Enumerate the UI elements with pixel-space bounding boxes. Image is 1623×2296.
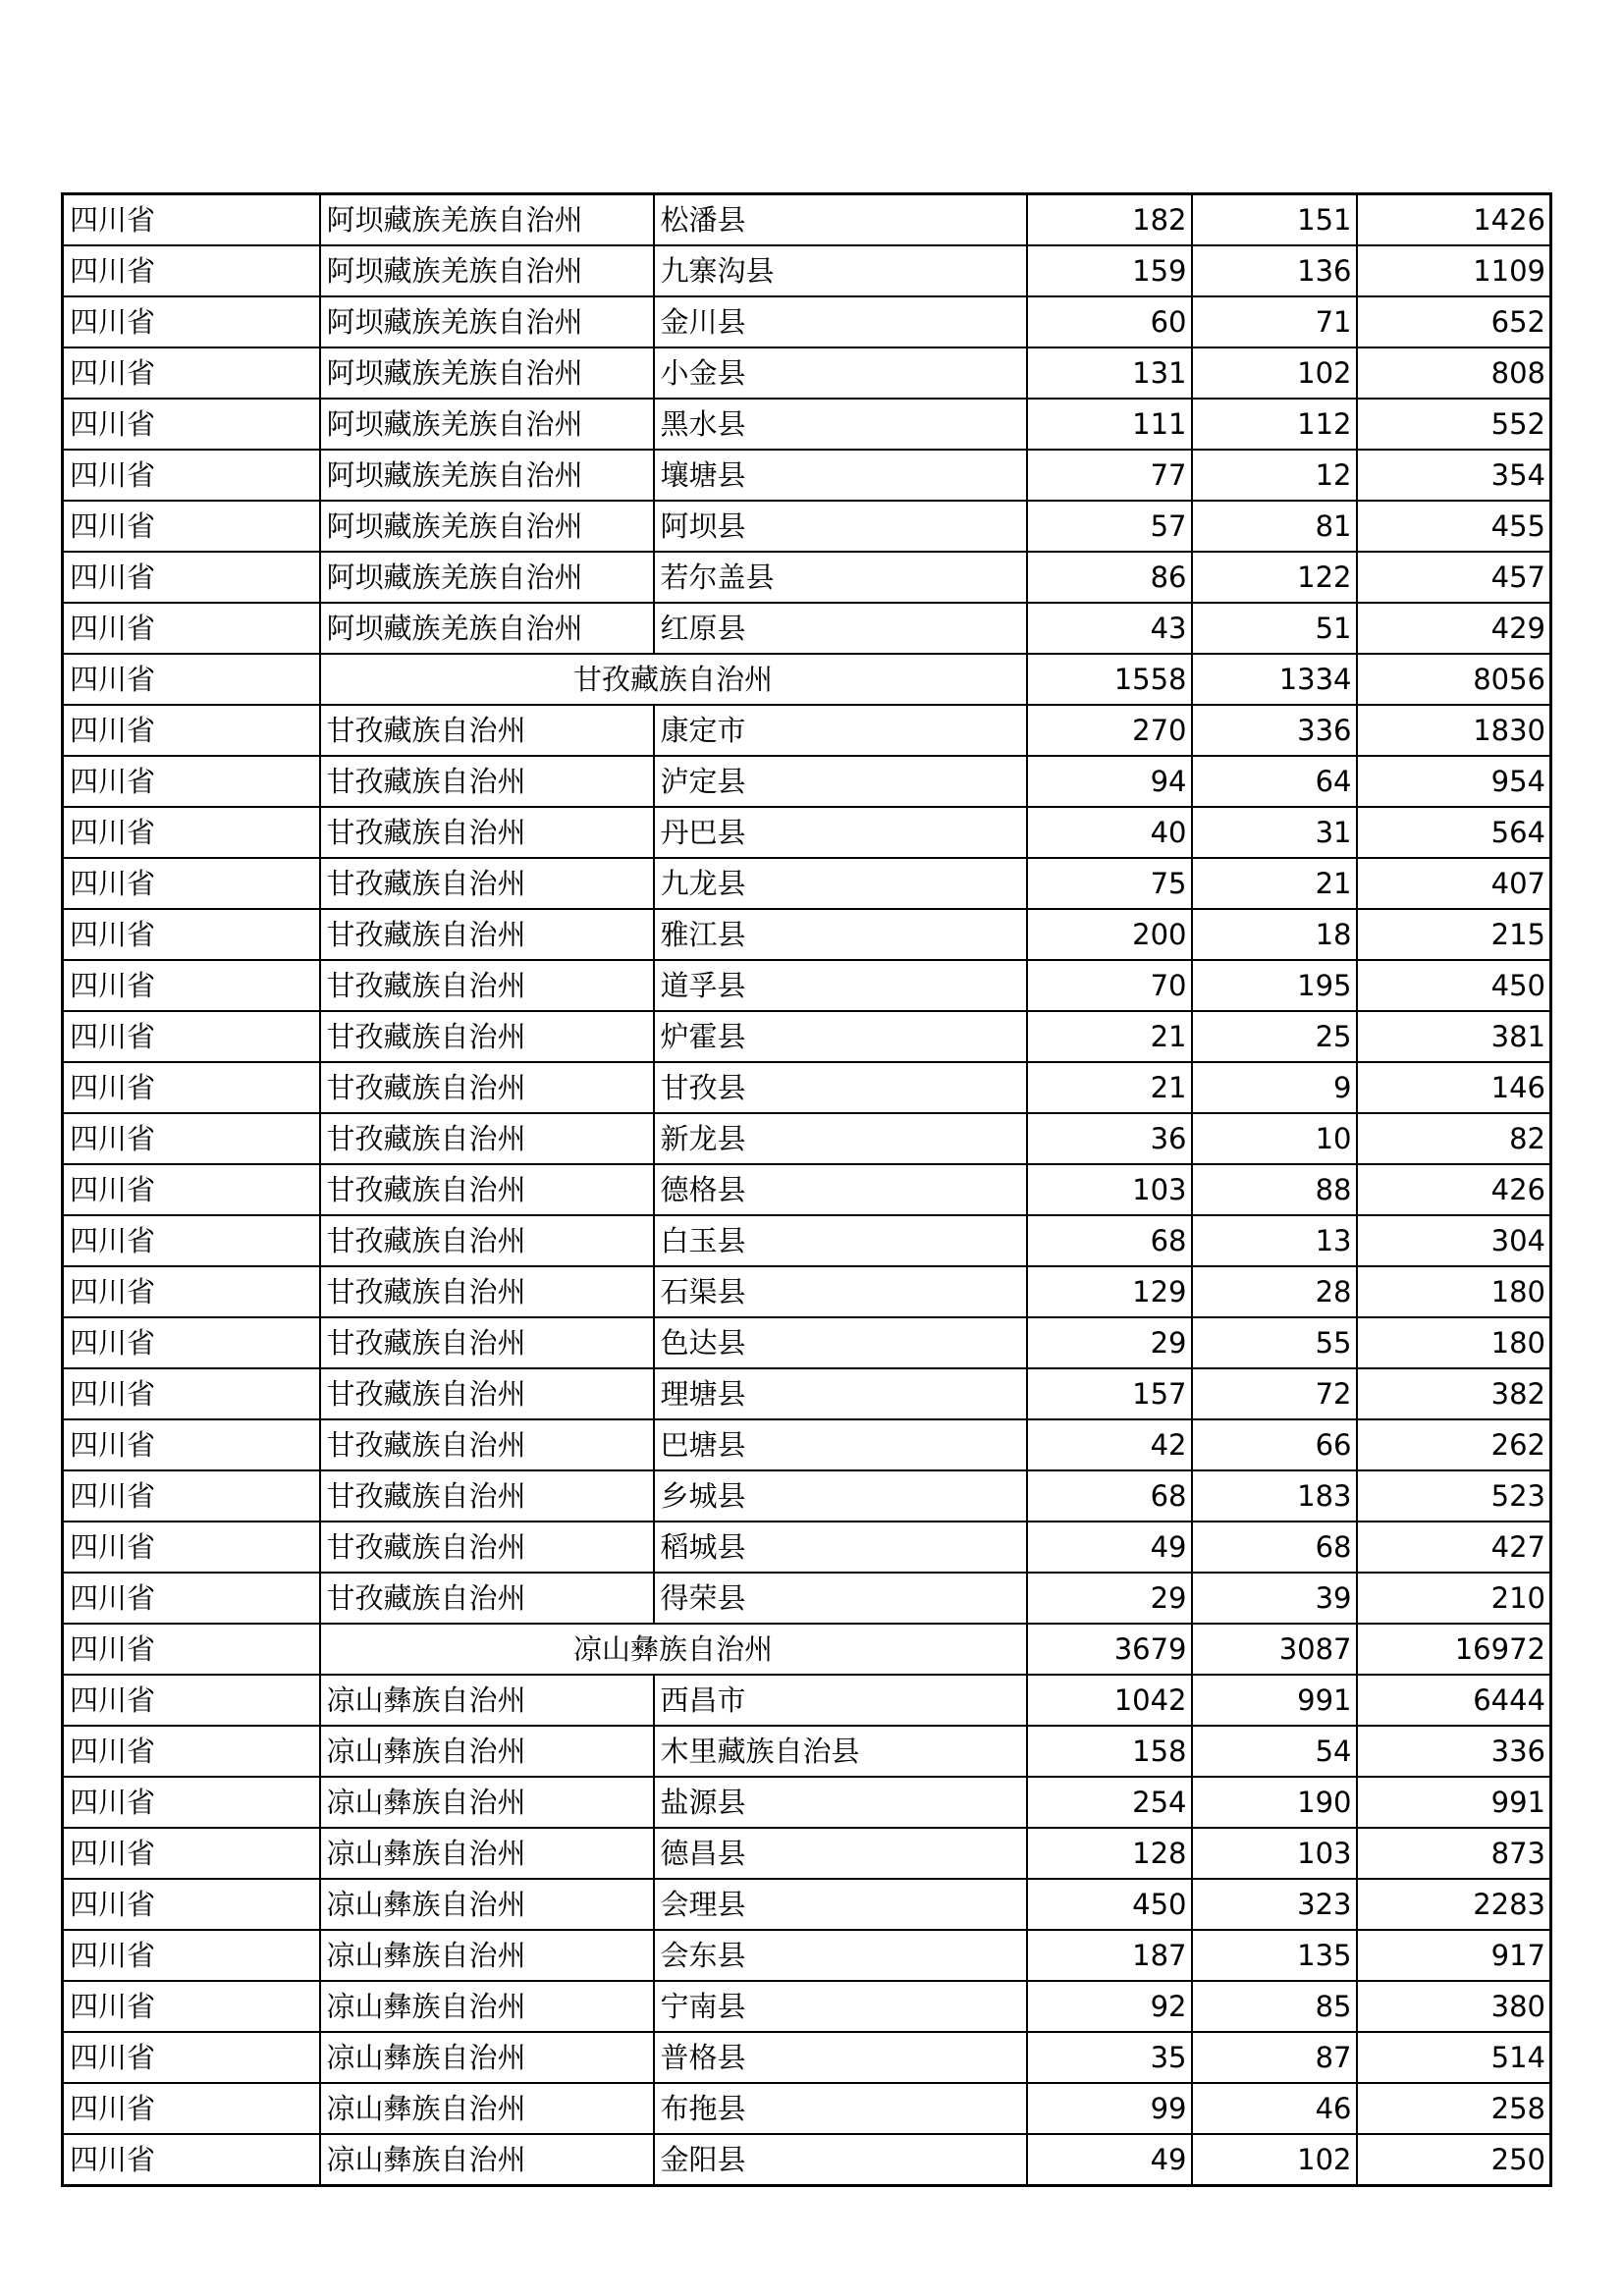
value-cell-2: 102 — [1192, 347, 1357, 399]
prefecture-cell: 凉山彝族自治州 — [320, 1981, 654, 2032]
prefecture-cell: 甘孜藏族自治州 — [320, 1522, 654, 1573]
province-cell: 四川省 — [63, 1675, 320, 1726]
value-cell-2: 122 — [1192, 552, 1357, 603]
province-cell: 四川省 — [63, 1062, 320, 1113]
value-cell-1: 57 — [1027, 501, 1192, 552]
value-cell-1: 49 — [1027, 1522, 1192, 1573]
value-cell-1: 60 — [1027, 296, 1192, 347]
table-row — [63, 1368, 1551, 1419]
county-cell: 壤塘县 — [654, 450, 1027, 501]
county-cell: 泸定县 — [654, 756, 1027, 807]
table-row — [63, 909, 1551, 960]
value-cell-1: 187 — [1027, 1930, 1192, 1981]
prefecture-cell: 甘孜藏族自治州 — [320, 1419, 654, 1470]
prefecture-cell: 凉山彝族自治州 — [320, 2134, 654, 2186]
table-row — [63, 603, 1551, 654]
province-cell: 四川省 — [63, 1828, 320, 1879]
table-body — [63, 194, 1551, 2186]
value-cell-1: 111 — [1027, 399, 1192, 450]
province-cell: 四川省 — [63, 1470, 320, 1522]
value-cell-1: 131 — [1027, 347, 1192, 399]
prefecture-cell: 甘孜藏族自治州 — [320, 1368, 654, 1419]
value-cell-1: 99 — [1027, 2083, 1192, 2134]
province-cell: 四川省 — [63, 552, 320, 603]
province-cell: 四川省 — [63, 1368, 320, 1419]
county-cell: 新龙县 — [654, 1113, 1027, 1164]
province-cell: 四川省 — [63, 347, 320, 399]
prefecture-cell: 阿坝藏族羌族自治州 — [320, 603, 654, 654]
value-cell-3: 180 — [1357, 1317, 1551, 1368]
value-cell-2: 51 — [1192, 603, 1357, 654]
value-cell-3: 564 — [1357, 807, 1551, 858]
county-cell: 炉霍县 — [654, 1011, 1027, 1062]
prefecture-cell: 甘孜藏族自治州 — [320, 705, 654, 756]
value-cell-2: 64 — [1192, 756, 1357, 807]
prefecture-cell: 凉山彝族自治州 — [320, 1828, 654, 1879]
table-row — [63, 1675, 1551, 1726]
province-cell: 四川省 — [63, 1011, 320, 1062]
province-cell: 四川省 — [63, 450, 320, 501]
value-cell-1: 182 — [1027, 194, 1192, 246]
prefecture-cell: 凉山彝族自治州 — [320, 1777, 654, 1828]
prefecture-cell: 甘孜藏族自治州 — [320, 756, 654, 807]
province-cell: 四川省 — [63, 807, 320, 858]
county-cell: 色达县 — [654, 1317, 1027, 1368]
prefecture-cell: 甘孜藏族自治州 — [320, 960, 654, 1011]
value-cell-1: 68 — [1027, 1215, 1192, 1266]
value-cell-3: 180 — [1357, 1266, 1551, 1317]
county-cell: 九寨沟县 — [654, 245, 1027, 296]
value-cell-1: 92 — [1027, 1981, 1192, 2032]
province-cell: 四川省 — [63, 1624, 320, 1675]
value-cell-3: 146 — [1357, 1062, 1551, 1113]
province-cell: 四川省 — [63, 2134, 320, 2186]
value-cell-1: 103 — [1027, 1164, 1192, 1215]
province-cell: 四川省 — [63, 960, 320, 1011]
value-cell-3: 16972 — [1357, 1624, 1551, 1675]
value-cell-3: 407 — [1357, 858, 1551, 909]
value-cell-2: 55 — [1192, 1317, 1357, 1368]
province-cell: 四川省 — [63, 1777, 320, 1828]
value-cell-3: 1109 — [1357, 245, 1551, 296]
value-cell-1: 157 — [1027, 1368, 1192, 1419]
county-cell: 金阳县 — [654, 2134, 1027, 2186]
county-cell: 阿坝县 — [654, 501, 1027, 552]
county-cell: 稻城县 — [654, 1522, 1027, 1573]
prefecture-cell: 甘孜藏族自治州 — [320, 1573, 654, 1624]
value-cell-3: 354 — [1357, 450, 1551, 501]
value-cell-2: 102 — [1192, 2134, 1357, 2186]
value-cell-2: 71 — [1192, 296, 1357, 347]
table-row — [63, 1624, 1551, 1675]
value-cell-3: 382 — [1357, 1368, 1551, 1419]
province-cell: 四川省 — [63, 1266, 320, 1317]
value-cell-1: 68 — [1027, 1470, 1192, 1522]
value-cell-3: 250 — [1357, 2134, 1551, 2186]
province-cell: 四川省 — [63, 1573, 320, 1624]
county-cell: 黑水县 — [654, 399, 1027, 450]
table-row — [63, 296, 1551, 347]
value-cell-1: 35 — [1027, 2032, 1192, 2083]
value-cell-2: 183 — [1192, 1470, 1357, 1522]
province-cell: 四川省 — [63, 2032, 320, 2083]
prefecture-cell: 甘孜藏族自治州 — [320, 1266, 654, 1317]
prefecture-cell: 甘孜藏族自治州 — [320, 909, 654, 960]
value-cell-2: 991 — [1192, 1675, 1357, 1726]
value-cell-3: 652 — [1357, 296, 1551, 347]
value-cell-1: 36 — [1027, 1113, 1192, 1164]
value-cell-3: 552 — [1357, 399, 1551, 450]
county-cell: 白玉县 — [654, 1215, 1027, 1266]
value-cell-3: 262 — [1357, 1419, 1551, 1470]
table-row — [63, 705, 1551, 756]
county-cell: 松潘县 — [654, 194, 1027, 246]
value-cell-2: 81 — [1192, 501, 1357, 552]
table-row — [63, 858, 1551, 909]
value-cell-1: 200 — [1027, 909, 1192, 960]
value-cell-1: 86 — [1027, 552, 1192, 603]
table-row — [63, 654, 1551, 705]
value-cell-2: 103 — [1192, 1828, 1357, 1879]
value-cell-1: 75 — [1027, 858, 1192, 909]
value-cell-3: 954 — [1357, 756, 1551, 807]
value-cell-2: 68 — [1192, 1522, 1357, 1573]
value-cell-1: 43 — [1027, 603, 1192, 654]
value-cell-3: 808 — [1357, 347, 1551, 399]
prefecture-cell: 阿坝藏族羌族自治州 — [320, 501, 654, 552]
prefecture-cell: 甘孜藏族自治州 — [320, 1062, 654, 1113]
county-cell: 康定市 — [654, 705, 1027, 756]
province-cell: 四川省 — [63, 501, 320, 552]
value-cell-2: 18 — [1192, 909, 1357, 960]
value-cell-1: 1558 — [1027, 654, 1192, 705]
county-cell: 巴塘县 — [654, 1419, 1027, 1470]
prefecture-cell: 阿坝藏族羌族自治州 — [320, 194, 654, 246]
prefecture-cell: 甘孜藏族自治州 — [320, 1011, 654, 1062]
value-cell-2: 195 — [1192, 960, 1357, 1011]
value-cell-2: 9 — [1192, 1062, 1357, 1113]
table-row — [63, 1317, 1551, 1368]
prefecture-cell: 凉山彝族自治州 — [320, 2032, 654, 2083]
prefecture-cell: 凉山彝族自治州 — [320, 1675, 654, 1726]
county-cell: 会理县 — [654, 1879, 1027, 1930]
table-row — [63, 347, 1551, 399]
prefecture-cell: 甘孜藏族自治州 — [320, 1317, 654, 1368]
county-cell: 小金县 — [654, 347, 1027, 399]
value-cell-1: 40 — [1027, 807, 1192, 858]
table-row — [63, 1828, 1551, 1879]
table-row — [63, 194, 1551, 246]
county-cell: 普格县 — [654, 2032, 1027, 2083]
table-row — [63, 960, 1551, 1011]
province-cell: 四川省 — [63, 1113, 320, 1164]
prefecture-cell: 甘孜藏族自治州 — [320, 1113, 654, 1164]
value-cell-3: 873 — [1357, 1828, 1551, 1879]
value-cell-3: 1830 — [1357, 705, 1551, 756]
province-cell: 四川省 — [63, 909, 320, 960]
table-row — [63, 1215, 1551, 1266]
county-cell: 甘孜县 — [654, 1062, 1027, 1113]
value-cell-3: 210 — [1357, 1573, 1551, 1624]
value-cell-1: 254 — [1027, 1777, 1192, 1828]
value-cell-1: 29 — [1027, 1317, 1192, 1368]
value-cell-3: 2283 — [1357, 1879, 1551, 1930]
value-cell-1: 94 — [1027, 756, 1192, 807]
table-row — [63, 2032, 1551, 2083]
table-row — [63, 1522, 1551, 1573]
table-row — [63, 1419, 1551, 1470]
county-cell: 石渠县 — [654, 1266, 1027, 1317]
province-cell: 四川省 — [63, 1726, 320, 1777]
value-cell-1: 21 — [1027, 1011, 1192, 1062]
county-cell: 雅江县 — [654, 909, 1027, 960]
county-cell: 盐源县 — [654, 1777, 1027, 1828]
value-cell-3: 6444 — [1357, 1675, 1551, 1726]
table-row — [63, 1113, 1551, 1164]
table-row — [63, 756, 1551, 807]
prefecture-cell: 阿坝藏族羌族自治州 — [320, 245, 654, 296]
value-cell-2: 336 — [1192, 705, 1357, 756]
value-cell-3: 429 — [1357, 603, 1551, 654]
table-row — [63, 2083, 1551, 2134]
province-cell: 四川省 — [63, 858, 320, 909]
value-cell-3: 426 — [1357, 1164, 1551, 1215]
value-cell-2: 72 — [1192, 1368, 1357, 1419]
table-row — [63, 552, 1551, 603]
value-cell-2: 54 — [1192, 1726, 1357, 1777]
county-cell: 木里藏族自治县 — [654, 1726, 1027, 1777]
value-cell-2: 66 — [1192, 1419, 1357, 1470]
value-cell-2: 112 — [1192, 399, 1357, 450]
province-cell: 四川省 — [63, 2083, 320, 2134]
value-cell-2: 25 — [1192, 1011, 1357, 1062]
value-cell-1: 159 — [1027, 245, 1192, 296]
value-cell-2: 87 — [1192, 2032, 1357, 2083]
value-cell-2: 135 — [1192, 1930, 1357, 1981]
value-cell-1: 77 — [1027, 450, 1192, 501]
county-cell: 红原县 — [654, 603, 1027, 654]
county-cell: 宁南县 — [654, 1981, 1027, 2032]
prefecture-cell: 甘孜藏族自治州 — [320, 1164, 654, 1215]
county-cell: 金川县 — [654, 296, 1027, 347]
value-cell-2: 3087 — [1192, 1624, 1357, 1675]
table-row — [63, 1062, 1551, 1113]
value-cell-2: 1334 — [1192, 654, 1357, 705]
prefecture-cell: 阿坝藏族羌族自治州 — [320, 552, 654, 603]
table-row — [63, 1930, 1551, 1981]
province-cell: 四川省 — [63, 194, 320, 246]
value-cell-2: 21 — [1192, 858, 1357, 909]
data-table — [61, 192, 1552, 2187]
value-cell-3: 917 — [1357, 1930, 1551, 1981]
value-cell-3: 304 — [1357, 1215, 1551, 1266]
prefecture-cell: 甘孜藏族自治州 — [320, 1215, 654, 1266]
value-cell-2: 323 — [1192, 1879, 1357, 1930]
county-cell: 德昌县 — [654, 1828, 1027, 1879]
county-cell: 若尔盖县 — [654, 552, 1027, 603]
subtotal-label-cell: 甘孜藏族自治州 — [320, 654, 1027, 705]
county-cell: 西昌市 — [654, 1675, 1027, 1726]
county-cell: 丹巴县 — [654, 807, 1027, 858]
table-row — [63, 245, 1551, 296]
value-cell-2: 136 — [1192, 245, 1357, 296]
county-cell: 得荣县 — [654, 1573, 1027, 1624]
value-cell-1: 49 — [1027, 2134, 1192, 2186]
prefecture-cell: 甘孜藏族自治州 — [320, 1470, 654, 1522]
table-row — [63, 501, 1551, 552]
value-cell-1: 42 — [1027, 1419, 1192, 1470]
prefecture-cell: 凉山彝族自治州 — [320, 1879, 654, 1930]
prefecture-cell: 凉山彝族自治州 — [320, 1930, 654, 1981]
value-cell-2: 28 — [1192, 1266, 1357, 1317]
prefecture-cell: 阿坝藏族羌族自治州 — [320, 399, 654, 450]
value-cell-3: 380 — [1357, 1981, 1551, 2032]
county-cell: 道孚县 — [654, 960, 1027, 1011]
value-cell-2: 12 — [1192, 450, 1357, 501]
value-cell-1: 450 — [1027, 1879, 1192, 1930]
province-cell: 四川省 — [63, 1930, 320, 1981]
value-cell-3: 215 — [1357, 909, 1551, 960]
table-row — [63, 1777, 1551, 1828]
value-cell-3: 450 — [1357, 960, 1551, 1011]
value-cell-1: 29 — [1027, 1573, 1192, 1624]
value-cell-2: 13 — [1192, 1215, 1357, 1266]
province-cell: 四川省 — [63, 1164, 320, 1215]
table-row — [63, 1011, 1551, 1062]
value-cell-3: 82 — [1357, 1113, 1551, 1164]
value-cell-3: 514 — [1357, 2032, 1551, 2083]
province-cell: 四川省 — [63, 603, 320, 654]
value-cell-2: 10 — [1192, 1113, 1357, 1164]
table-row — [63, 1470, 1551, 1522]
value-cell-2: 88 — [1192, 1164, 1357, 1215]
value-cell-3: 991 — [1357, 1777, 1551, 1828]
value-cell-1: 1042 — [1027, 1675, 1192, 1726]
table-row — [63, 1164, 1551, 1215]
value-cell-1: 158 — [1027, 1726, 1192, 1777]
prefecture-cell: 阿坝藏族羌族自治州 — [320, 296, 654, 347]
table-row — [63, 399, 1551, 450]
value-cell-3: 455 — [1357, 501, 1551, 552]
table-row — [63, 1879, 1551, 1930]
table-row — [63, 1266, 1551, 1317]
value-cell-3: 8056 — [1357, 654, 1551, 705]
value-cell-3: 427 — [1357, 1522, 1551, 1573]
value-cell-1: 128 — [1027, 1828, 1192, 1879]
table-row — [63, 450, 1551, 501]
table-row — [63, 807, 1551, 858]
province-cell: 四川省 — [63, 1522, 320, 1573]
value-cell-2: 39 — [1192, 1573, 1357, 1624]
value-cell-2: 85 — [1192, 1981, 1357, 2032]
prefecture-cell: 阿坝藏族羌族自治州 — [320, 450, 654, 501]
county-cell: 九龙县 — [654, 858, 1027, 909]
province-cell: 四川省 — [63, 705, 320, 756]
value-cell-2: 46 — [1192, 2083, 1357, 2134]
province-cell: 四川省 — [63, 1419, 320, 1470]
value-cell-1: 21 — [1027, 1062, 1192, 1113]
county-cell: 乡城县 — [654, 1470, 1027, 1522]
value-cell-1: 270 — [1027, 705, 1192, 756]
province-cell: 四川省 — [63, 1317, 320, 1368]
prefecture-cell: 甘孜藏族自治州 — [320, 807, 654, 858]
county-cell: 布拖县 — [654, 2083, 1027, 2134]
county-cell: 理塘县 — [654, 1368, 1027, 1419]
table-row — [63, 1573, 1551, 1624]
province-cell: 四川省 — [63, 1215, 320, 1266]
prefecture-cell: 凉山彝族自治州 — [320, 1726, 654, 1777]
prefecture-cell: 凉山彝族自治州 — [320, 2083, 654, 2134]
subtotal-label-cell: 凉山彝族自治州 — [320, 1624, 1027, 1675]
province-cell: 四川省 — [63, 399, 320, 450]
value-cell-2: 151 — [1192, 194, 1357, 246]
province-cell: 四川省 — [63, 1879, 320, 1930]
value-cell-3: 457 — [1357, 552, 1551, 603]
value-cell-3: 523 — [1357, 1470, 1551, 1522]
value-cell-1: 70 — [1027, 960, 1192, 1011]
table-row — [63, 2134, 1551, 2186]
province-cell: 四川省 — [63, 1981, 320, 2032]
value-cell-3: 1426 — [1357, 194, 1551, 246]
value-cell-2: 31 — [1192, 807, 1357, 858]
province-cell: 四川省 — [63, 756, 320, 807]
prefecture-cell: 阿坝藏族羌族自治州 — [320, 347, 654, 399]
province-cell: 四川省 — [63, 296, 320, 347]
table-row — [63, 1981, 1551, 2032]
prefecture-cell: 甘孜藏族自治州 — [320, 858, 654, 909]
value-cell-3: 258 — [1357, 2083, 1551, 2134]
county-cell: 会东县 — [654, 1930, 1027, 1981]
value-cell-1: 129 — [1027, 1266, 1192, 1317]
province-cell: 四川省 — [63, 245, 320, 296]
county-cell: 德格县 — [654, 1164, 1027, 1215]
value-cell-3: 381 — [1357, 1011, 1551, 1062]
value-cell-1: 3679 — [1027, 1624, 1192, 1675]
table-row — [63, 1726, 1551, 1777]
value-cell-3: 336 — [1357, 1726, 1551, 1777]
province-cell: 四川省 — [63, 654, 320, 705]
value-cell-2: 190 — [1192, 1777, 1357, 1828]
